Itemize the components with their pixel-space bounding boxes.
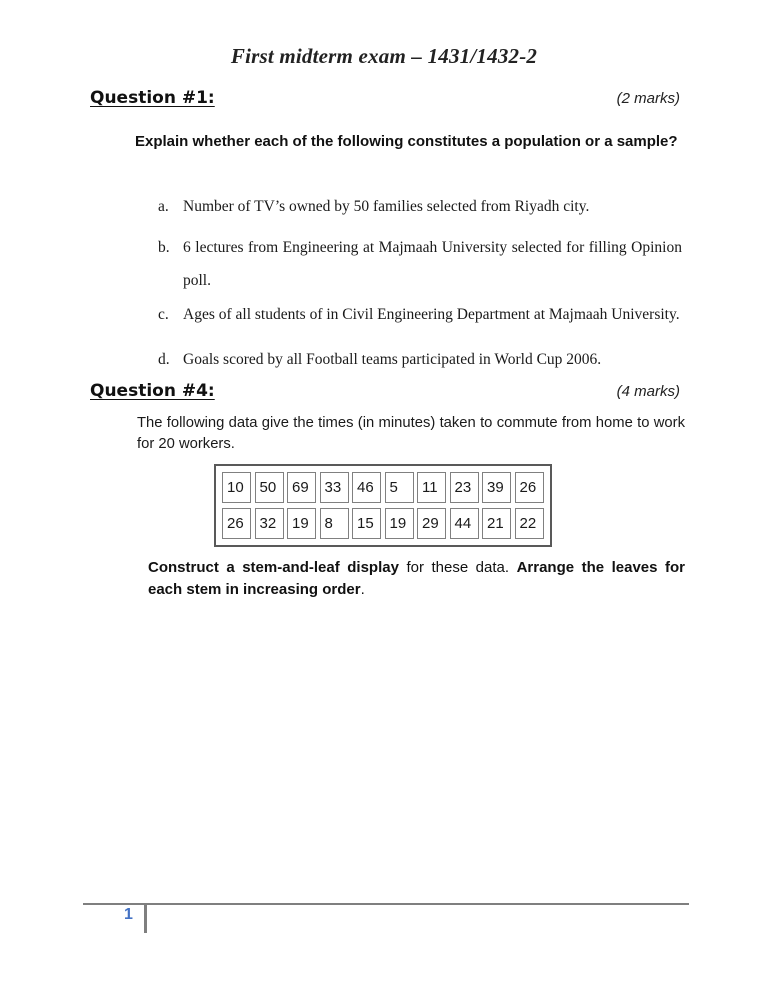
list-item-d-text: Goals scored by all Football teams participated in World Cup 2006.: [183, 351, 602, 368]
instruction-regular-2: .: [360, 580, 365, 598]
footer-bar-decoration: [144, 904, 147, 933]
question4-header: [90, 381, 680, 401]
table-cell: 8: [320, 508, 349, 539]
table-cell: 26: [515, 472, 544, 503]
table-cell: 19: [385, 508, 414, 539]
list-item-a-label: a.: [158, 198, 169, 215]
table-cell: 19: [287, 508, 316, 539]
list-item-b-text: 6 lectures from Engineering at Majmaah University selected for filling Opinion poll.: [183, 239, 682, 289]
table-cell: 50: [255, 472, 284, 503]
commute-times-table: [214, 464, 552, 547]
question1-prompt: Explain whether each of the following constitutes a population or a sample?: [135, 133, 678, 150]
table-row-1: [222, 472, 544, 503]
table-cell: 32: [255, 508, 284, 539]
list-item-c-text: Ages of all students of in Civil Engineering Department at Majmaah University.: [183, 306, 680, 323]
table-cell: 33: [320, 472, 349, 503]
document-title: First midterm exam – 1431/1432-2: [230, 44, 538, 68]
instruction-bold-2: Arrange the leaves for each stem in increasing order: [148, 559, 685, 598]
list-item-a-text: Number of TV’s owned by 50 families selected from Riyadh city.: [183, 198, 590, 215]
page-number: 1: [124, 906, 133, 923]
question4-intro: The following data give the times (in minutes) taken to commute from home to work for 20 workers.: [137, 415, 685, 452]
table-cell: 26: [222, 508, 251, 539]
question1-marks: (2 marks): [616, 90, 680, 107]
instruction-regular-1: for these data.: [398, 559, 517, 576]
table-cell: 11: [417, 472, 446, 503]
table-cell: 10: [222, 472, 251, 503]
table-cell: 39: [482, 472, 511, 503]
list-item-d-label: d.: [158, 351, 170, 368]
question1-header: [90, 88, 680, 108]
question4-marks: (4 marks): [616, 383, 680, 400]
list-item-d: [158, 343, 682, 376]
table-cell: 46: [352, 472, 381, 503]
table-cell: 15: [352, 508, 381, 539]
table-cell: 23: [450, 472, 479, 503]
table-cell: 69: [287, 472, 316, 503]
table-cell: 21: [482, 508, 511, 539]
question4-heading: Question #4:: [90, 381, 215, 401]
list-item-b: [158, 231, 682, 297]
list-item-c-label: c.: [158, 306, 169, 323]
question4-instruction: [148, 557, 685, 600]
table-cell: 22: [515, 508, 544, 539]
instruction-bold-1: Construct a stem-and-leaf display: [148, 559, 399, 576]
question1-heading: Question #1:: [90, 88, 215, 108]
list-item-a: [158, 190, 682, 223]
list-item-c: [158, 298, 682, 331]
table-cell: 29: [417, 508, 446, 539]
table-cell: 44: [450, 508, 479, 539]
footer-divider: [83, 903, 689, 905]
list-item-b-label: b.: [158, 239, 170, 256]
table-cell: 5: [385, 472, 414, 503]
table-row-2: [222, 508, 544, 539]
